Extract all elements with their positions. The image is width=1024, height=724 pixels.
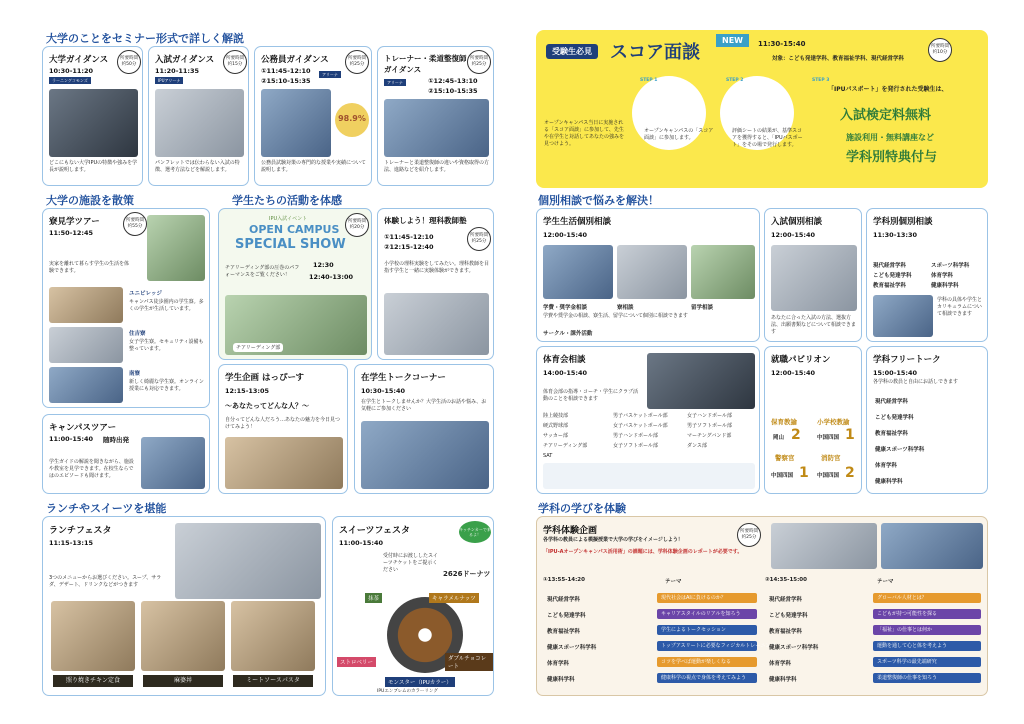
card-title: トレーナー・柔道整復師ガイダンス — [384, 54, 467, 74]
seminar-photo — [261, 89, 331, 157]
topic-bar: 運動を通して心と体を考えよう — [873, 641, 981, 651]
dept-item: 健康科学科 — [875, 479, 903, 485]
career-stat-rank: 1 — [845, 427, 855, 443]
seminar-photo — [384, 99, 489, 157]
career-stat-rank: 2 — [791, 427, 801, 443]
dorm-building-photo — [49, 287, 123, 323]
card-time: 10:30-11:20 — [49, 67, 94, 75]
dept-item: スポーツ科学科 — [931, 263, 970, 269]
flavor-label: ダブルチョコレート — [445, 653, 493, 671]
topic-bar: 現代社会はAIに負けるのか？ — [657, 593, 757, 603]
dept-name: 健康科学科 — [547, 677, 575, 683]
dept-consult-photo — [873, 295, 933, 337]
career-stat-rank: 1 — [799, 465, 809, 481]
show-caption: チアリーディング部 — [233, 343, 283, 352]
show-time-1: 12:30 — [313, 261, 334, 269]
menu-label: 照り焼きチキン定食 — [53, 675, 133, 687]
duration-badge: 所要時間 約25分 — [345, 50, 369, 74]
step-label: STEP 2 — [726, 78, 744, 83]
kitchen-car-bubble: キッチンカーで来るよ！ — [459, 521, 491, 543]
card-time: 11:15-13:15 — [49, 539, 94, 547]
perk-2b: 学科別特典付与 — [846, 150, 938, 165]
food-section-title: ランチやスイーツを堪能 — [46, 502, 167, 515]
club-name: 女子ソフトボール部 — [613, 443, 658, 449]
topic-bar: キャリアスタイルのリアルを知ろう — [657, 609, 757, 619]
card-time: 11:20-11:35 — [155, 67, 200, 75]
happiest-photo — [225, 437, 343, 489]
club-name: 女子ハンドボール部 — [687, 413, 732, 419]
dorm-photo — [147, 215, 205, 281]
score-intro: オープンキャンパス当日に実施される「スコア面談」に参加して、先生や在学生と対話してあなたの強みを見つけよう。 — [544, 120, 625, 147]
card-time: 11:00-15:40 — [339, 539, 384, 547]
consult-item: 寮相談 — [617, 305, 634, 311]
location-tag: ラーニングコモンズ — [49, 77, 91, 84]
card-title: ランチフェスタ — [49, 526, 112, 536]
club-name: 男子ハンドボール部 — [613, 433, 658, 439]
card-title: 就職パビリオン — [771, 355, 831, 365]
pass-rate-value: 98.9% — [338, 114, 366, 123]
score-title: スコア面談 — [610, 42, 700, 63]
club-name: 硬式野球部 — [543, 423, 569, 429]
dept-name: 現代経営学科 — [547, 597, 581, 603]
show-event-label: IPU入試イベント — [269, 216, 308, 222]
learn-photo — [881, 523, 983, 569]
card-title: 大学ガイダンス — [49, 55, 109, 65]
card-description: 公務員試験対策の専門的な授業や実績について説明します。 — [261, 160, 366, 173]
sat-photo — [543, 463, 755, 489]
step-desc: 「IPUパスポート」を発行された受験生は、 — [828, 86, 948, 93]
career-stat-label: 警察官 — [775, 454, 795, 462]
card-title: 公務員ガイダンス — [261, 55, 329, 65]
slot-1-label: ①13:55-14:20 — [543, 577, 585, 583]
step-desc: オープンキャンパスの「スコア面談」に参加します。 — [644, 128, 714, 141]
card-title: 在学生トークコーナー — [361, 373, 446, 383]
consult-item: 学費・奨学金相談 — [543, 305, 588, 311]
score-kicker: 受験生必見 — [546, 44, 598, 59]
club-name: チアリーディング部 — [543, 443, 588, 449]
dept-item: こども発達学科 — [875, 415, 914, 421]
card-description: 小学校の理科実験をしてみたい。理科教師を目指す学生と一緒に実験体験ができます。 — [384, 261, 490, 274]
career-stat-label: 消防官 — [821, 454, 841, 462]
theme-label: テーマ — [877, 579, 894, 585]
dept-consult-card — [866, 208, 988, 342]
card-time-2: ②15:10-15:35 — [428, 87, 478, 95]
club-name: 男子ソフトボール部 — [687, 423, 732, 429]
seminar-photo — [49, 89, 138, 157]
consult-photo — [691, 245, 755, 299]
card-title: 入試個別相談 — [771, 217, 823, 227]
mascot-note: IPUエンブレムのカラーリング — [377, 689, 438, 694]
activities-section-title: 学生たちの活動を体感 — [232, 194, 342, 207]
card-time: 12:00-15:40 — [771, 231, 816, 239]
pass-rate-badge — [335, 103, 369, 137]
card-description: どこにもない大学IPUの特徴や強みを学長が説明します。 — [49, 160, 138, 173]
show-description: チアリーディング部の圧巻のパフォーマンスをご覧ください！ — [225, 265, 300, 278]
topic-bar: こどもが持つ可能性を探る — [873, 609, 981, 619]
learn-heading: 学科体験企画 — [543, 526, 598, 536]
career-stat-label: 小学校教諭 — [817, 418, 850, 426]
step-label: STEP 3 — [812, 78, 830, 83]
dorm-name: 住吉寮 — [129, 331, 146, 337]
topic-bar: コツを学べば運動が楽しくなる — [657, 657, 757, 667]
duration-badge: 所要時間 約10分 — [928, 38, 952, 62]
cafeteria-photo — [175, 523, 321, 599]
learn-section-title: 学科の学びを体験 — [538, 502, 626, 515]
dept-name: 体育学科 — [769, 661, 792, 667]
duration-badge: 所要時間 約25分 — [467, 227, 491, 251]
club-name: サッカー部 — [543, 433, 568, 439]
club-name: 男子バスケットボール部 — [613, 413, 668, 419]
club-name: 女子バスケットボール部 — [613, 423, 668, 429]
card-time: 15:00-15:40 — [873, 369, 918, 377]
card-note: 随時出発 — [103, 436, 129, 444]
dept-item: 健康スポーツ科学科 — [875, 447, 925, 453]
card-title: 体験しよう！理科教師塾 — [384, 216, 467, 225]
new-badge: NEW — [716, 34, 749, 47]
card-description: 学費や奨学金の相談、寮生活、留学について個別に相談できます — [543, 313, 688, 319]
card-time: 12:00-15:40 — [771, 369, 816, 377]
card-title: スイーツフェスタ — [339, 526, 411, 536]
score-target: 対象：こども発達学科、教育福祉学科、現代経営学科 — [772, 56, 905, 62]
card-title: 学科別個別相談 — [873, 217, 933, 227]
card-description: トレーナーと柔道整復師の違いや資格取得の方法、進路などを紹介します。 — [384, 160, 490, 173]
science-photo — [384, 293, 489, 355]
sweets-festa-card — [332, 516, 494, 696]
dept-name: 健康科学科 — [769, 677, 797, 683]
card-title: キャンパスツアー — [49, 423, 117, 433]
sports-photo — [647, 353, 755, 409]
card-time-2: ②15:10-15:35 — [261, 77, 311, 85]
topic-bar: 健康科学の視点で身体を考えてみよう — [657, 673, 757, 683]
dept-name: 体育学科 — [547, 661, 570, 667]
learn-intro: 各学科の教員による模擬授業で大学の学びをイメージしよう！ — [543, 537, 683, 543]
dept-item: 体育学科 — [875, 463, 898, 469]
dept-item: 現代経営学科 — [873, 263, 907, 269]
theme-label: テーマ — [665, 579, 682, 585]
show-time-2: 12:40-13:00 — [309, 273, 354, 281]
perk-2a: 施設利用・無料講座など — [846, 133, 934, 142]
dept-item: 健康科学科 — [931, 283, 959, 289]
special-show-card — [218, 208, 372, 360]
perk-1: 入試検定料無料 — [840, 108, 932, 123]
card-description: パンフレットでは伝わらない入試の特徴、選考方法などを解説します。 — [155, 160, 240, 173]
menu-label: ミートソースパスタ — [233, 675, 313, 687]
dorm-name: ユニビレッジ — [129, 291, 162, 297]
card-description: 体育会部の指導・コーチ・学生にクラブ活動のことを相談できます — [543, 389, 639, 402]
career-stat-region: 中国四国 — [817, 473, 840, 479]
facilities-section-title: 大学の施設を散策 — [46, 194, 134, 207]
university-guidance-card — [42, 46, 143, 186]
step-desc: 評価シートの結果が、基準スコアを獲得すると、「IPUパスポート」をその場で発行します。 — [732, 128, 803, 148]
campus-tour-card — [42, 414, 210, 494]
dept-item: 現代経営学科 — [875, 399, 909, 405]
flavor-label: 抹茶 — [365, 593, 382, 603]
career-stat-region: 中国四国 — [771, 473, 794, 479]
card-time: 12:15-13:05 — [225, 387, 270, 395]
card-time: 11:30-13:30 — [873, 231, 918, 239]
card-description: 各学科の教員と自由にお話しできます — [873, 379, 959, 385]
flavor-label: モンスター（IPUカラー） — [385, 677, 455, 687]
card-description: 3つのメニューからお選びください。スープ、サラダ、デザート、ドリンクなどがつきます — [49, 575, 162, 588]
consult-item: 留学相談 — [691, 305, 714, 311]
card-time: 10:30-15:40 — [361, 387, 406, 395]
duration-badge: 所要時間 約25分 — [737, 523, 761, 547]
dept-name: こども発達学科 — [769, 613, 808, 619]
dorm-desc: 新しく綺麗な学生寮。オンライン授業にも対応できます。 — [129, 379, 204, 392]
card-title: 学科フリートーク — [873, 355, 941, 365]
student-talk-card — [354, 364, 494, 494]
student-talk-photo — [361, 421, 489, 489]
dorm-intro: 実家を離れて暮らす学生の生活を体験できます。 — [49, 261, 130, 274]
score-time: 11:30-15:40 — [758, 40, 806, 48]
dorm-desc: キャンパス徒歩圏内の学生寮。多くの学生が生活しています。 — [129, 299, 204, 312]
campus-tour-photo — [141, 437, 205, 489]
show-title-2: SPECIAL SHOW — [235, 237, 346, 252]
card-title: 学生企画 はっぴーす — [225, 373, 305, 383]
dorm-building-photo — [49, 327, 123, 363]
flavor-label: キャラメルナッツ — [429, 593, 479, 603]
duration-badge: 所要時間 約55分 — [123, 212, 147, 236]
dept-item: 教育福祉学科 — [873, 283, 907, 289]
consult-section-title: 個別相談で悩みを解決！ — [538, 194, 659, 207]
card-title: 学生生活個別相談 — [543, 217, 612, 227]
duration-badge: 所要時間 約25分 — [467, 50, 491, 74]
career-stat-rank: 2 — [845, 465, 855, 481]
card-description: 自分ってどんな人だろう…あなたの魅力を今日見つけてみよう！ — [225, 417, 341, 430]
learn-panel — [536, 516, 988, 696]
card-title: 入試ガイダンス — [155, 55, 215, 65]
consult-photo — [617, 245, 687, 299]
card-time: 12:00-15:40 — [543, 231, 588, 239]
card-title: 体育会相談 — [543, 355, 586, 365]
card-description: 学科の具体や学生とカリキュラムについて相談できます — [937, 297, 983, 317]
topic-bar: スポーツ科学の最先端研究 — [873, 657, 981, 667]
card-time-2: ②12:15-12:40 — [384, 243, 434, 251]
dorm-tour-card — [42, 208, 210, 408]
card-time-1: ①11:45-12:10 — [261, 67, 311, 75]
dorm-building-photo — [49, 367, 123, 403]
show-title-1: OPEN CAMPUS — [249, 223, 340, 236]
civil-service-guidance-card — [254, 46, 372, 186]
menu-label: 麻婆丼 — [143, 675, 223, 687]
dept-name: 現代経営学科 — [769, 597, 803, 603]
menu-photo — [141, 601, 225, 671]
trainer-guidance-card — [377, 46, 494, 186]
happiest-card — [218, 364, 348, 494]
card-time-1: ①12:45-13:10 — [428, 77, 478, 85]
dept-name: 健康スポーツ科学科 — [769, 645, 819, 651]
club-name: 陸上競技部 — [543, 413, 569, 419]
career-stat-region: 岡山 — [773, 435, 785, 441]
lunch-festa-card — [42, 516, 326, 696]
card-time: 11:00-15:40 — [49, 435, 94, 443]
sports-consult-card — [536, 346, 760, 494]
location-tag: アリーナ — [384, 79, 406, 86]
dorm-name: 南寮 — [129, 371, 141, 377]
menu-photo — [51, 601, 135, 671]
exam-guide-photo — [771, 245, 857, 311]
dept-name: 教育福祉学科 — [547, 629, 581, 635]
card-description: 受付時にお渡ししたスイーツチケットをご提示ください — [383, 553, 438, 573]
topic-bar: グローバル人材とは？ — [873, 593, 981, 603]
seminar-section-title: 大学のことをセミナー形式で詳しく解説 — [46, 32, 244, 45]
dept-item: こども発達学科 — [873, 273, 912, 279]
flavor-label: ストロベリー — [337, 657, 376, 667]
card-time: 14:00-15:40 — [543, 369, 588, 377]
card-description: 学生ガイドの解説を聞きながら、施設や教室を見学できます。在校生ならではのエピソードも聞けます。 — [49, 459, 134, 479]
dorm-desc: 女子学生寮。セキュリティ設備も整っています。 — [129, 339, 204, 352]
topic-bar: トップアスリートに必要なフィジカルトレーニング — [657, 641, 757, 651]
dept-name: 教育福祉学科 — [769, 629, 803, 635]
location-tag: IPUアリーナ — [155, 77, 183, 84]
card-title: 寮見学ツアー — [49, 217, 100, 227]
career-stat-region: 中国四国 — [817, 435, 840, 441]
menu-photo — [231, 601, 315, 671]
career-pavilion-card — [764, 346, 862, 494]
card-description: あなたに合った入試の方法、選抜方法、出願書類などについて相談できます — [771, 315, 856, 335]
consult-item: サークル・課外活動 — [543, 331, 593, 337]
admission-guidance-card — [148, 46, 249, 186]
topic-bar: 「福祉」の仕事とは何か — [873, 625, 981, 635]
career-stat-label: 保育教諭 — [771, 418, 797, 426]
duration-badge: 所要時間 約15分 — [223, 50, 247, 74]
club-name: マーチングバンド部 — [687, 433, 732, 439]
consult-photo — [543, 245, 613, 299]
card-time-1: ①11:45-12:10 — [384, 233, 434, 241]
dept-name: こども発達学科 — [547, 613, 586, 619]
club-name: ダンス部 — [687, 443, 707, 449]
card-time: 11:50-12:45 — [49, 229, 94, 237]
location-tag: アリーナ — [319, 71, 341, 78]
life-consult-card — [536, 208, 760, 342]
shop-name: 2626ドーナツ — [443, 570, 491, 578]
duration-badge: 所要時間 約50分 — [117, 50, 141, 74]
learn-note: 「IPU-Aオープンキャンパス活用術」の課題には、学科体験企画のレポートが必要です。 — [543, 549, 743, 555]
card-description: 在学生とトークしませんか？大学生活のお話や悩み、お気軽にご参加ください — [361, 399, 487, 412]
step-label: STEP 1 — [640, 78, 658, 83]
dept-item: 教育福祉学科 — [875, 431, 909, 437]
card-subtitle: 〜あなたってどんな人？〜 — [225, 402, 309, 410]
seminar-photo — [155, 89, 244, 157]
topic-bar: 柔道整復師の仕事を知ろう — [873, 673, 981, 683]
topic-bar: 学生によるトークセッション — [657, 625, 757, 635]
exam-consult-card — [764, 208, 862, 342]
learn-photo — [771, 523, 877, 569]
dept-item: 体育学科 — [931, 273, 954, 279]
duration-badge: 所要時間 約20分 — [345, 213, 369, 237]
dept-name: 健康スポーツ科学科 — [547, 645, 597, 651]
slot-2-label: ②14:35-15:00 — [765, 577, 807, 583]
club-name: SAT — [543, 453, 553, 459]
science-teacher-card — [377, 208, 494, 360]
dept-free-talk-card — [866, 346, 988, 494]
